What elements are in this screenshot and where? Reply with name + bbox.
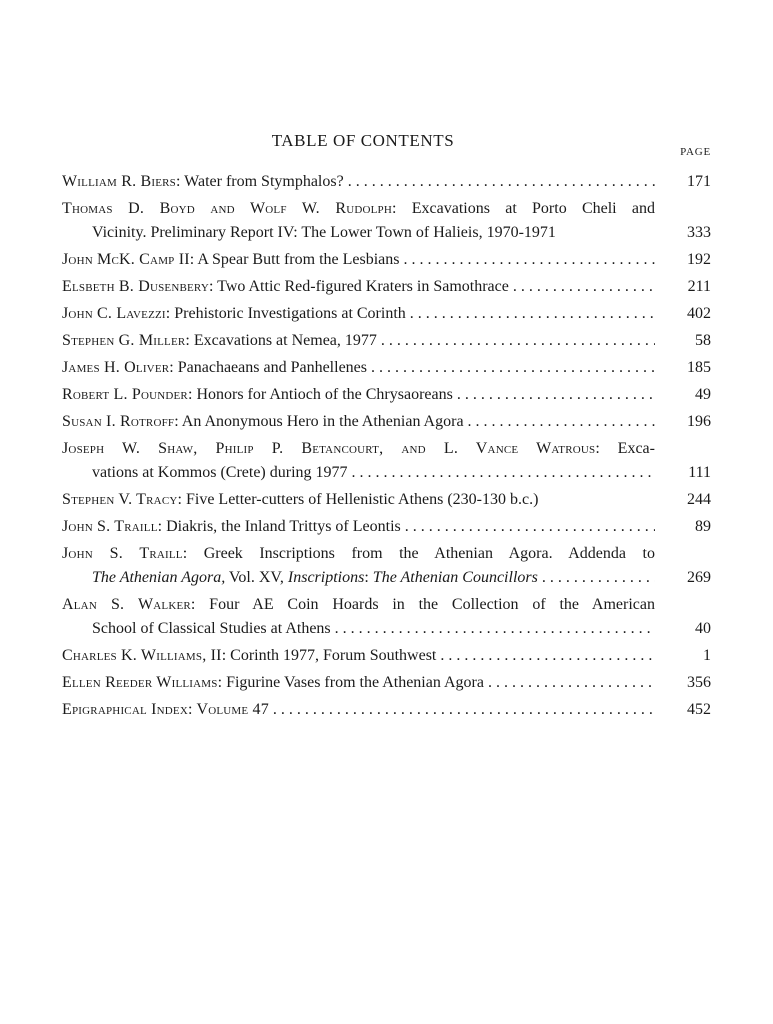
entry-author: Stephen V. Tracy — [62, 491, 178, 508]
page-column-header: PAGE — [680, 146, 711, 158]
toc-entry: Stephen G. Miller: Excavations at Nemea, 1977 . . . 58 — [62, 329, 711, 353]
dot-leader — [401, 515, 655, 539]
dot-leader — [436, 644, 655, 668]
entry-author: James H. Oliver — [62, 359, 170, 376]
entry-page-number: 269 — [687, 569, 711, 586]
table-of-contents — [62, 170, 711, 722]
entry-author: Joseph W. Shaw, Philip P. Betancourt, and L. Vance Watrous — [62, 440, 596, 457]
entry-title: Water from Stymphalos? — [184, 173, 344, 190]
entry-title: Five Letter-cutters of Hellenistic Athens (230-130 b.c.) — [185, 491, 539, 508]
toc-entry: Elsbeth B. Dusenbery: Two Attic Red-figured Kraters in Samothrace . . . 211 — [62, 275, 711, 299]
dot-leader — [348, 461, 655, 485]
toc-entry: Susan I. Rotroff: An Anonymous Hero in the Athenian Agora . . . 196 — [62, 410, 711, 434]
entry-title: Volume 47 — [196, 701, 269, 718]
dot-leader — [464, 410, 655, 434]
entry-title: Greek Inscriptions from the Athenian Agora. Addenda to — [203, 545, 655, 562]
entry-title: Corinth 1977, Forum Southwest — [230, 647, 437, 664]
toc-entry: Stephen V. Tracy: Five Letter-cutters of Hellenistic Athens (230-130 b.c.) 244 — [62, 488, 711, 512]
entry-page-number: 58 — [695, 332, 711, 349]
toc-entry: Joseph W. Shaw, Philip P. Betancourt, and L. Vance Watrous: Exca- vations at Kommos (Crete) during 1977 . . . 111 — [62, 437, 711, 485]
dot-leader — [453, 383, 655, 407]
entry-title: Figurine Vases from the Athenian Agora — [226, 674, 484, 691]
toc-entry: Epigraphical Index: Volume 47 . . . 452 — [62, 698, 711, 722]
entry-page-number: 111 — [688, 464, 711, 481]
entry-author: John C. Lavezzi — [62, 305, 166, 322]
entry-title: Two Attic Red-figured Kraters in Samothrace — [217, 278, 509, 295]
toc-entry: John McK. Camp II: A Spear Butt from the Lesbians . . . 192 — [62, 248, 711, 272]
entry-page-number: 211 — [687, 278, 711, 295]
entry-title: Diakris, the Inland Trittys of Leontis — [166, 518, 401, 535]
toc-entry: John C. Lavezzi: Prehistoric Investigations at Corinth . . . 402 — [62, 302, 711, 326]
entry-page-number: 333 — [687, 224, 711, 241]
entry-title: Exca- — [617, 440, 655, 457]
toc-entry: William R. Biers: Water from Stymphalos? . . . 171 — [62, 170, 711, 194]
dot-leader — [367, 356, 655, 380]
page-title: TABLE OF CONTENTS — [271, 131, 455, 150]
entry-title: Honors for Antioch of the Chrysaoreans — [196, 386, 453, 403]
entry-title: Excavations at Nemea, 1977 — [193, 332, 377, 349]
entry-page-number: 1 — [703, 647, 711, 664]
entry-author: John S. Traill — [62, 518, 158, 535]
dot-leader — [344, 170, 655, 194]
entry-title-continued: Vicinity. Preliminary Report IV: The Lower Town of Halieis, 1970-1971 — [92, 224, 556, 241]
entry-author: William R. Biers — [62, 173, 176, 190]
entry-title: Excavations at Porto Cheli and — [411, 200, 655, 217]
entry-author: John McK. Camp II — [62, 251, 190, 268]
toc-entry: Ellen Reeder Williams: Figurine Vases from the Athenian Agora . . . 356 — [62, 671, 711, 695]
toc-entry: Alan S. Walker: Four AE Coin Hoards in the Collection of the American School of Classical Studies at Athens . . . 40 — [62, 593, 711, 641]
entry-author: John S. Traill — [62, 545, 183, 562]
entry-title-continued: The Athenian Agora, Vol. XV, Inscriptions: The Athenian Councillors — [92, 569, 538, 586]
toc-entry: John S. Traill: Diakris, the Inland Trittys of Leontis . . . 89 — [62, 515, 711, 539]
entry-title-continued: School of Classical Studies at Athens — [92, 620, 331, 637]
entry-author: Stephen G. Miller — [62, 332, 186, 349]
entry-title: Panachaeans and Panhellenes — [177, 359, 367, 376]
entry-title: An Anonymous Hero in the Athenian Agora — [181, 413, 464, 430]
entry-page-number: 196 — [687, 413, 711, 430]
dot-leader — [538, 566, 655, 590]
entry-page-number: 89 — [695, 518, 711, 535]
entry-title: Four AE Coin Hoards in the Collection of the American — [209, 596, 655, 613]
toc-entry: Robert L. Pounder: Honors for Antioch of the Chrysaoreans . . . 49 — [62, 383, 711, 407]
dot-leader — [377, 329, 655, 353]
entry-author: Charles K. Williams, II — [62, 647, 222, 664]
entry-page-number: 185 — [687, 359, 711, 376]
entry-page-number: 49 — [695, 386, 711, 403]
entry-author: Elsbeth B. Dusenbery — [62, 278, 210, 295]
entry-page-number: 244 — [687, 491, 711, 508]
entry-author: Epigraphical Index — [62, 701, 188, 718]
entry-page-number: 452 — [687, 701, 711, 718]
dot-leader — [269, 698, 655, 722]
entry-author: Ellen Reeder Williams — [62, 674, 218, 691]
entry-author: Alan S. Walker — [62, 596, 191, 613]
dot-leader — [400, 248, 656, 272]
dot-leader — [331, 617, 655, 641]
entry-page-number: 356 — [687, 674, 711, 691]
entry-author: Robert L. Pounder — [62, 386, 188, 403]
toc-entry: James H. Oliver: Panachaeans and Panhellenes . . . 185 — [62, 356, 711, 380]
dot-leader — [484, 671, 655, 695]
toc-entry: John S. Traill: Greek Inscriptions from the Athenian Agora. Addenda to The Athenian Agora, Vol. XV, Inscriptions: The Athenian Councillors . . . 269 — [62, 542, 711, 590]
toc-entry: Charles K. Williams, II: Corinth 1977, Forum Southwest . . . 1 — [62, 644, 711, 668]
entry-author: Susan I. Rotroff — [62, 413, 175, 430]
entry-page-number: 192 — [687, 251, 711, 268]
entry-title: A Spear Butt from the Lesbians — [197, 251, 400, 268]
entry-page-number: 171 — [687, 173, 711, 190]
entry-page-number: 40 — [695, 620, 711, 637]
entry-page-number: 402 — [687, 305, 711, 322]
entry-author: Thomas D. Boyd and Wolf W. Rudolph — [62, 200, 393, 217]
dot-leader — [509, 275, 655, 299]
dot-leader — [406, 302, 655, 326]
toc-entry: Thomas D. Boyd and Wolf W. Rudolph: Excavations at Porto Cheli and Vicinity. Preliminary Report IV: The Lower Town of Halieis, 1970-1971 333 — [62, 197, 711, 245]
entry-title-continued: vations at Kommos (Crete) during 1977 — [92, 464, 348, 481]
entry-title: Prehistoric Investigations at Corinth — [174, 305, 406, 322]
